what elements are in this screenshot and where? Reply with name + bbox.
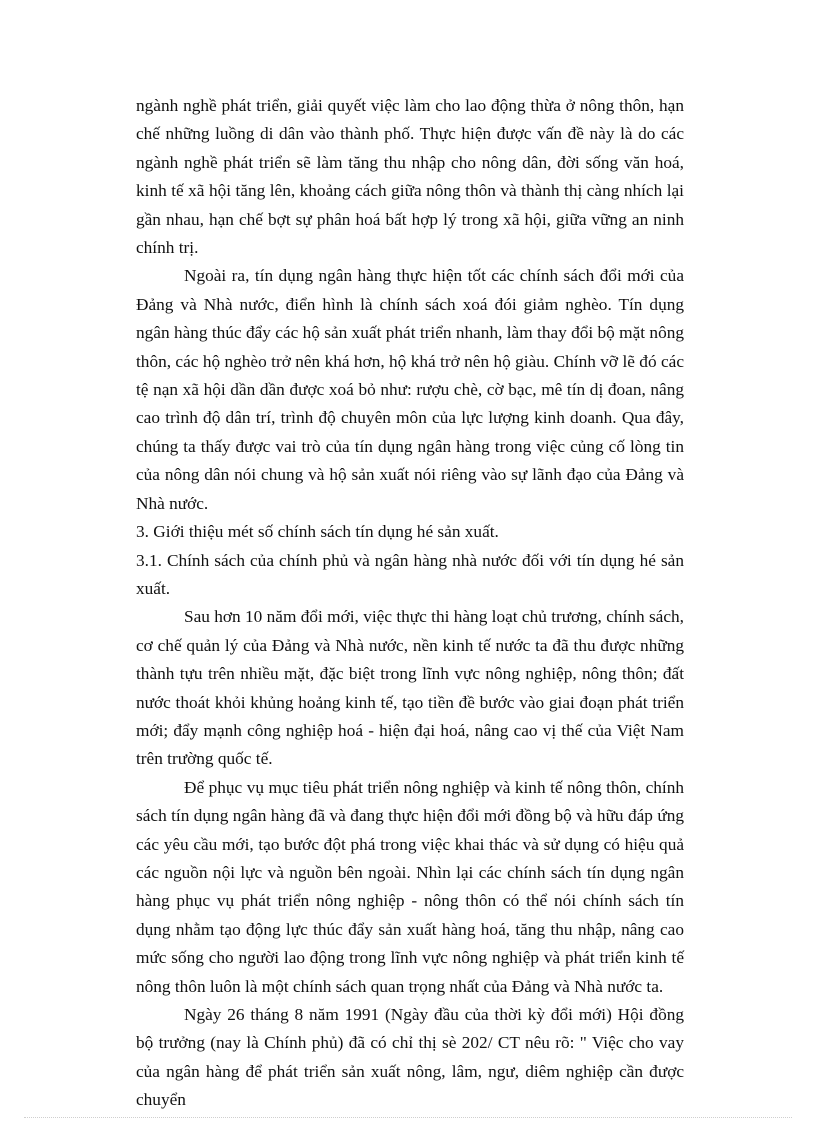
paragraph-credit-role: Ngoài ra, tín dụng ngân hàng thực hiện tốt các chính sách đổi mới của Đảng và Nhà nước, điển hình là chính sách xoá đói giảm nghèo. Tín dụng ngân hàng thúc đẩy các hộ sản xuất phát triển nhanh, làm thay đổi bộ mặt nông thôn, các hộ nghèo trở nên khá hơn, hộ khá trở nên hộ giàu. Chính vỡ lẽ đó các tệ nạn xã hội dần dần được xoá bỏ như: rượu chè, cờ bạc, mê tín dị đoan, nâng cao trình độ dân trí, trình độ chuyên môn của lực lượng kinh doanh. Qua đây, chúng ta thấy được vai trò của tín dụng ngân hàng trong việc củng cố lòng tin của nông dân nói chung và hộ sản xuất nói riêng vào sự lãnh đạo của Đảng và Nhà nước. — [136, 266, 684, 513]
paragraph-renovation: Sau hơn 10 năm đổi mới, việc thực thi hàng loạt chủ trương, chính sách, cơ chế quản lý của Đảng và Nhà nước, nền kinh tế nước ta đã thu được những thành tựu trên nhiều mặt, đặc biệt trong lĩnh vực nông nghiệp, nông thôn; đất nước thoát khỏi khủng hoảng kinh tế, tạo tiền đề bước vào giai đoạn phát triển mới; đẩy mạnh công nghiệp hoá - hiện đại hoá, nâng cao vị thế của Việt Nam trên trường quốc tế. — [136, 607, 684, 769]
paragraph-continued: ngành nghề phát triển, giải quyết việc làm cho lao động thừa ở nông thôn, hạn chế những luồng di dân vào thành phố. Thực hiện được vấn đề này là do các ngành nghề phát triển sẽ làm tăng thu nhập cho nông dân, đời sống văn hoá, kinh tế xã hội tăng lên, khoảng cách giữa nông thôn và thành thị càng nhích lại gần nhau, hạn chế bợt sự phân hoá bất hợp lý trong xã hội, giữa vững an ninh chính trị. — [136, 96, 684, 258]
section-heading-3: 3. Giới thiệu mét số chính sách tín dụng hé sản xuất. — [136, 522, 499, 542]
section-heading-3-1: 3.1. Chính sách của chính phủ và ngân hàng nhà nước đối với tín dụng hé sản xuất. — [136, 550, 684, 598]
footer-dotted-rule — [24, 1117, 792, 1118]
paragraph-credit-policy: Để phục vụ mục tiêu phát triển nông nghiệp và kinh tế nông thôn, chính sách tín dụng ngân hàng đã và đang thực hiện đổi mới đồng bộ và hữu đáp ứng các yêu cầu mới, tạo bước đột phá trong việc khai thác và sử dụng có hiệu quả các nguồn nội lực và nguồn bên ngoài. Nhìn lại các chính sách tín dụng ngân hàng phục vụ phát triển nông nghiệp - nông thôn có thể nói chính sách tín dụng nhằm tạo động lực thúc đẩy sản xuất hàng hoá, tăng thu nhập, nâng cao mức sống cho người lao động trong lĩnh vực nông nghiệp và phát triển kinh tế nông thôn luôn là một chính sách quan trọng nhất của Đảng và Nhà nước ta. — [136, 777, 684, 996]
document-page — [136, 92, 684, 1115]
paragraph-directive-202: Ngày 26 tháng 8 năm 1991 (Ngày đầu của thời kỳ đổi mới) Hội đồng bộ trưởng (nay là Chính phủ) đã có chỉ thị sè 202/ CT nêu rõ: " Việc cho vay của ngân hàng để phát triển sản xuất nông, lâm, ngư, diêm nghiệp cần được chuyển — [136, 1005, 684, 1110]
